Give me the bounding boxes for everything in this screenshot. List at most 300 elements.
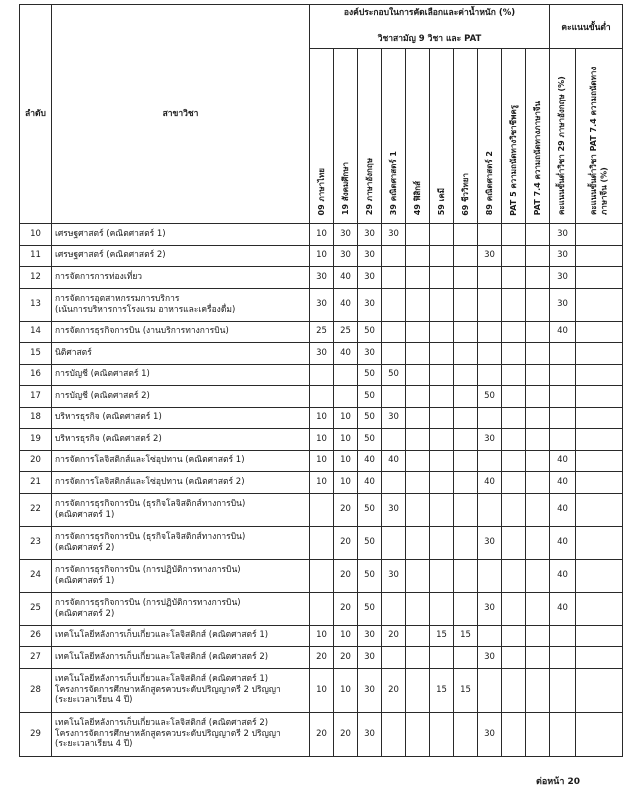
weight-cell: 50 [358,321,382,343]
weight-cell: 20 [334,647,358,669]
header-weight-col [502,49,526,224]
weight-cell [526,343,550,365]
weight-cell: 25 [334,321,358,343]
weight-cell [430,343,454,365]
min-score-cell [550,429,576,451]
min-score-cell [576,245,623,267]
header-min-col [576,49,623,224]
weight-cell: 30 [334,224,358,246]
weight-cell: 10 [334,407,358,429]
row-number: 14 [20,321,52,343]
weight-cell [310,364,334,386]
subject-line: การจัดการธุรกิจการบิน (ธุรกิจโลจิสติกส์ทางการบิน) [55,531,246,542]
min-score-cell: 30 [550,245,576,267]
header-weight-col-label: 89 คณิตศาสตร์ 2 [484,151,494,216]
subject-line: เศรษฐศาสตร์ (คณิตศาสตร์ 1) [55,228,166,239]
row-number: 11 [20,245,52,267]
weight-cell [502,386,526,408]
weight-cell: 10 [310,429,334,451]
row-subject [52,625,310,647]
subject-line: การบัญชี (คณิตศาสตร์ 1) [55,369,150,380]
weight-cell [406,712,430,756]
min-score-cell [550,407,576,429]
weight-cell [430,472,454,494]
weight-cell [382,245,406,267]
table-header [20,5,623,224]
header-weight-col [310,49,334,224]
weight-cell [502,668,526,712]
row-subject [52,647,310,669]
weight-cell [406,407,430,429]
weight-cell [502,343,526,365]
weight-cell [502,625,526,647]
header-subject: สาขาวิชา [52,5,310,224]
header-weight-col [526,49,550,224]
row-subject [52,712,310,756]
weight-cell [478,321,502,343]
weight-cell [430,267,454,289]
weight-cell [382,472,406,494]
weight-cell [382,647,406,669]
min-score-cell [576,472,623,494]
table-row [20,668,623,712]
min-score-cell: 30 [550,224,576,246]
table-row [20,364,623,386]
weight-cell [430,224,454,246]
min-score-cell [576,668,623,712]
weight-cell [502,592,526,625]
table-row [20,712,623,756]
weight-cell: 40 [358,450,382,472]
weight-cell [526,364,550,386]
header-weight-col-label: 39 คณิตศาสตร์ 1 [388,151,398,216]
weight-cell: 30 [478,647,502,669]
subject-line: การบัญชี (คณิตศาสตร์ 2) [55,390,150,401]
weight-cell: 30 [478,526,502,559]
min-score-cell [576,288,623,321]
header-min-col-label: คะแนนขั้นต่ำวิชา 29 ภาษาอังกฤษ (%) [557,76,567,216]
row-number: 16 [20,364,52,386]
weight-cell: 30 [334,245,358,267]
weight-cell [454,450,478,472]
weight-cell [502,364,526,386]
weight-cell [310,493,334,526]
row-number: 27 [20,647,52,669]
min-score-cell [576,592,623,625]
weight-cell: 30 [310,288,334,321]
weight-cell [454,364,478,386]
weight-cell [430,526,454,559]
table-row [20,526,623,559]
weight-cell [478,559,502,592]
weight-cell [454,321,478,343]
weight-cell: 50 [382,364,406,386]
row-subject [52,450,310,472]
subject-line: โครงการจัดการศึกษาหลักสูตรควบระดับปริญญาตรี 2 ปริญญา [55,728,281,739]
header-weight-col [358,49,382,224]
table-row [20,224,623,246]
weight-cell: 30 [478,592,502,625]
min-score-cell [576,321,623,343]
row-subject [52,386,310,408]
weight-cell [478,625,502,647]
weight-cell: 50 [358,386,382,408]
weight-cell [430,429,454,451]
weight-cell [526,450,550,472]
weight-cell [526,526,550,559]
weight-cell [406,224,430,246]
header-weight-col-label: 69 ชีววิทยา [460,172,470,216]
weight-cell [502,407,526,429]
weight-cell [478,407,502,429]
weight-cell: 40 [334,343,358,365]
weight-cell: 20 [334,592,358,625]
page-continuation: ต่อหน้า 20 [536,777,581,787]
weight-cell: 30 [478,712,502,756]
header-weight-col [430,49,454,224]
weight-cell [526,429,550,451]
weight-cell [310,592,334,625]
min-score-cell: 40 [550,472,576,494]
weight-cell: 40 [382,450,406,472]
weight-cell: 10 [334,472,358,494]
min-score-cell [576,224,623,246]
weight-cell: 20 [334,712,358,756]
weight-cell: 15 [454,668,478,712]
min-score-cell [576,526,623,559]
weight-cell [454,712,478,756]
table-body [20,224,623,757]
weight-cell: 30 [358,343,382,365]
row-number: 25 [20,592,52,625]
table-row [20,450,623,472]
weight-cell: 20 [334,493,358,526]
weight-cell [454,224,478,246]
subject-line: การจัดการโลจิสติกส์และโซ่อุปทาน (คณิตศาสตร์ 2) [55,476,245,487]
weight-cell [478,343,502,365]
weight-cell: 20 [310,647,334,669]
weight-cell [478,224,502,246]
row-subject [52,343,310,365]
row-number: 13 [20,288,52,321]
weight-cell: 30 [358,647,382,669]
weight-cell [406,267,430,289]
min-score-cell: 40 [550,526,576,559]
table-row [20,429,623,451]
weight-cell [526,407,550,429]
weight-cell: 20 [382,625,406,647]
subject-line: บริหารธุรกิจ (คณิตศาสตร์ 2) [55,433,162,444]
weight-cell: 30 [358,288,382,321]
weight-cell: 50 [358,493,382,526]
row-number: 18 [20,407,52,429]
row-subject [52,224,310,246]
weight-cell [310,526,334,559]
table-row [20,343,623,365]
header-weight-col [382,49,406,224]
weight-cell [478,450,502,472]
min-score-cell [550,668,576,712]
row-subject [52,668,310,712]
weight-cell [502,224,526,246]
min-score-cell: 30 [550,288,576,321]
weight-cell [454,343,478,365]
weight-cell: 30 [382,493,406,526]
weight-cell [406,343,430,365]
weight-cell: 30 [382,224,406,246]
weight-cell: 10 [310,407,334,429]
min-score-cell [576,429,623,451]
table-row [20,267,623,289]
weight-cell: 10 [310,668,334,712]
weight-cell [526,625,550,647]
weight-cell: 15 [454,625,478,647]
subject-line: (ระยะเวลาเรียน 4 ปี) [55,695,133,706]
weight-cell: 40 [478,472,502,494]
header-min-group: คะแนนขั้นต่ำ [550,5,623,49]
weight-cell [502,321,526,343]
weight-cell [430,712,454,756]
weight-cell [526,245,550,267]
min-score-cell [576,493,623,526]
row-subject [52,429,310,451]
min-score-cell: 40 [550,592,576,625]
weight-cell: 30 [358,625,382,647]
header-weight-col-label: 19 สังคมศึกษา [340,162,350,216]
subject-line: เศรษฐศาสตร์ (คณิตศาสตร์ 2) [55,250,166,261]
weight-cell [502,245,526,267]
weight-cell [310,386,334,408]
subject-line: เทคโนโลยีหลังการเก็บเกี่ยวและโลจิสติกส์ (คณิตศาสตร์ 1) [55,630,269,641]
weight-cell [406,559,430,592]
weight-cell [526,288,550,321]
weight-cell [526,386,550,408]
weight-cell: 20 [310,712,334,756]
weight-cell: 20 [334,559,358,592]
table-row [20,245,623,267]
weight-cell [382,288,406,321]
row-subject [52,321,310,343]
weight-cell: 10 [334,668,358,712]
header-weight-col [406,49,430,224]
subject-line: เทคโนโลยีหลังการเก็บเกี่ยวและโลจิสติกส์ (คณิตศาสตร์ 1) [55,674,269,685]
row-number: 19 [20,429,52,451]
weight-cell [406,386,430,408]
weight-cell [502,450,526,472]
table-row [20,321,623,343]
row-subject [52,364,310,386]
min-score-cell [550,364,576,386]
weight-cell: 10 [334,450,358,472]
weight-cell [526,224,550,246]
min-score-cell [576,343,623,365]
weight-cell [406,429,430,451]
weight-cell [502,472,526,494]
weight-cell: 30 [478,245,502,267]
weight-cell [406,245,430,267]
row-subject [52,472,310,494]
weight-cell [454,493,478,526]
subject-line: การจัดการธุรกิจการบิน (งานบริการทางการบิน) [55,326,229,337]
weight-cell [406,592,430,625]
weight-cell: 10 [334,429,358,451]
subject-line: (เน้นการบริหารการโรงแรม อาหารและเครื่องดื่ม) [55,304,236,315]
weight-cell: 40 [334,267,358,289]
weight-cell: 10 [310,472,334,494]
weight-cell [526,559,550,592]
row-subject [52,245,310,267]
min-score-cell: 40 [550,321,576,343]
weight-cell: 30 [358,712,382,756]
min-score-cell [576,386,623,408]
subject-line: การจัดการธุรกิจการบิน (การปฏิบัติการทางการบิน) [55,597,241,608]
weight-cell [310,559,334,592]
subject-line: บริหารธุรกิจ (คณิตศาสตร์ 1) [55,412,162,423]
weight-cell: 30 [310,267,334,289]
weight-cell: 30 [358,245,382,267]
header-min-col [550,49,576,224]
header-weight-col-label: 49 ฟิสิกส์ [412,181,422,216]
weight-cell [502,526,526,559]
row-subject [52,288,310,321]
weight-cell [406,364,430,386]
weight-cell [502,712,526,756]
weight-cell: 30 [358,668,382,712]
weight-cell: 50 [358,526,382,559]
row-subject [52,559,310,592]
header-weight-group: องค์ประกอบในการคัดเลือกและค่าน้ำหนัก (%) [310,5,550,31]
weight-cell [382,712,406,756]
weight-cell [478,364,502,386]
table-row [20,559,623,592]
weight-cell: 50 [358,429,382,451]
weight-cell [502,647,526,669]
min-score-cell [550,625,576,647]
header-weight-col [454,49,478,224]
weight-cell [454,288,478,321]
weight-cell [526,592,550,625]
weight-cell [334,386,358,408]
weight-cell [502,267,526,289]
weight-cell [430,450,454,472]
weight-cell: 30 [478,429,502,451]
weight-cell [382,526,406,559]
weight-cell [526,647,550,669]
weight-cell [334,364,358,386]
row-number: 17 [20,386,52,408]
min-score-cell: 40 [550,493,576,526]
weight-cell: 15 [430,668,454,712]
min-score-cell [576,407,623,429]
weight-cell [406,493,430,526]
min-score-cell [576,450,623,472]
weight-cell: 30 [358,267,382,289]
table-row [20,386,623,408]
weight-cell: 40 [334,288,358,321]
row-number: 24 [20,559,52,592]
min-score-cell [576,559,623,592]
table-row [20,288,623,321]
weight-cell: 10 [310,625,334,647]
header-weight-subgroup: วิชาสามัญ 9 วิชา และ PAT [310,30,550,49]
header-weight-col-label: PAT 7.4 ความถนัดทางภาษาจีน [532,101,542,216]
weight-cell: 10 [310,245,334,267]
row-number: 20 [20,450,52,472]
weight-cell [406,647,430,669]
weight-cell [382,386,406,408]
weight-cell [430,245,454,267]
subject-line: การจัดการการท่องเที่ยว [55,271,143,282]
weight-cell [406,450,430,472]
row-subject [52,407,310,429]
row-number: 15 [20,343,52,365]
weight-cell [430,647,454,669]
weight-cell: 30 [310,343,334,365]
table-row [20,493,623,526]
subject-line: เทคโนโลยีหลังการเก็บเกี่ยวและโลจิสติกส์ (คณิตศาสตร์ 2) [55,718,269,729]
min-score-cell [576,267,623,289]
weight-cell [430,364,454,386]
weight-cell [406,625,430,647]
weight-cell [478,668,502,712]
weight-cell [454,647,478,669]
subject-line: โครงการจัดการศึกษาหลักสูตรควบระดับปริญญาตรี 2 ปริญญา [55,684,281,695]
subject-line: การจัดการธุรกิจการบิน (การปฏิบัติการทางการบิน) [55,564,241,575]
weight-cell [454,472,478,494]
header-weight-col-label: 09 ภาษาไทย [316,167,326,216]
row-number: 29 [20,712,52,756]
weight-cell: 10 [310,224,334,246]
weight-cell: 50 [358,592,382,625]
weight-cell [526,267,550,289]
subject-line: (คณิตศาสตร์ 2) [55,542,115,553]
weight-cell [382,343,406,365]
table-row [20,407,623,429]
table-row [20,472,623,494]
subject-line: การจัดการอุตสาหกรรมการบริการ [55,293,180,304]
row-subject [52,526,310,559]
subject-line: การจัดการธุรกิจการบิน (ธุรกิจโลจิสติกส์ทางการบิน) [55,498,246,509]
weight-cell [382,267,406,289]
weight-cell [526,472,550,494]
weight-cell: 30 [382,559,406,592]
min-score-cell: 40 [550,450,576,472]
table-row [20,625,623,647]
weight-cell [478,288,502,321]
weight-cell [526,321,550,343]
weight-cell [430,493,454,526]
weight-cell [454,429,478,451]
weight-cell [478,267,502,289]
weight-cell [454,407,478,429]
weight-cell [406,321,430,343]
subject-line: นิติศาสตร์ [55,347,92,358]
row-subject [52,592,310,625]
weight-cell [382,592,406,625]
admission-weight-table [19,4,623,757]
min-score-cell [576,712,623,756]
subject-line: (คณิตศาสตร์ 1) [55,575,115,586]
weight-cell [526,493,550,526]
weight-cell [430,592,454,625]
weight-cell: 30 [382,407,406,429]
weight-cell [526,668,550,712]
weight-cell [430,321,454,343]
header-weight-col-label: 59 เคมี [436,188,446,216]
header-weight-col-label: PAT 5 ความถนัดทางวิชาชีพครู [508,104,518,216]
row-subject [52,493,310,526]
weight-cell [502,493,526,526]
